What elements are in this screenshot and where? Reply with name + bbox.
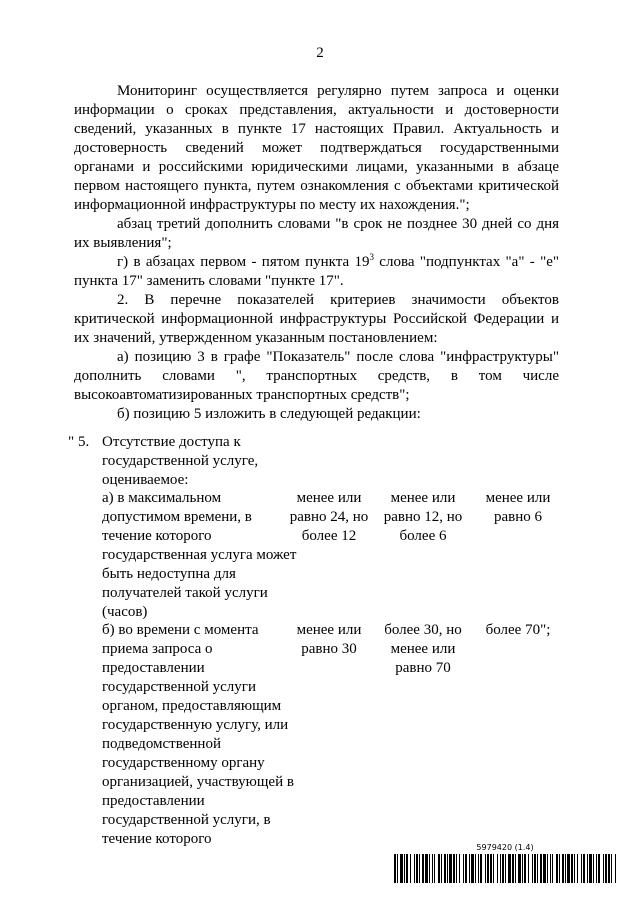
document-body (74, 82, 559, 424)
barcode-bar (589, 854, 592, 883)
position-number: 5. (78, 434, 90, 450)
paragraph-b: б) позицию 5 изложить в следующей редакции: (117, 406, 421, 422)
barcode-bar (493, 854, 494, 883)
barcode-bar (419, 854, 420, 883)
barcode-bar (565, 854, 566, 883)
barcode-bar (394, 854, 396, 883)
barcode-bar (459, 854, 460, 883)
barcode-bar (515, 854, 516, 883)
barcode-bar (559, 854, 560, 883)
open-quote: " (68, 434, 75, 450)
barcode-bar (611, 854, 612, 883)
paragraph-2: 2. В перечне показателей критериев значимости объектов критической информационной инфраструктуры Российской Федерации и их значений, утвержденном указанным постановлением: (74, 292, 559, 346)
barcode-bar (550, 854, 551, 883)
paragraph-abzac-tretiy: абзац третий дополнить словами "в срок не позднее 30 дней со дня их выявления"; (74, 216, 559, 251)
barcode-bar (567, 854, 570, 883)
barcode-bar (512, 854, 514, 883)
barcode-bar (434, 854, 435, 883)
barcode-bar (593, 854, 594, 883)
barcode-bar (497, 854, 498, 883)
barcode-bar (500, 854, 501, 883)
paragraph-monitoring: Мониторинг осуществляется регулярно путем запроса и оценки информации о сроках представления, актуальности и достоверности сведений, указанных в пункте 17 настоящих Правил. Актуальность и достоверность сведений может подтверждаться государственными органами и российскими юридическими лицами, указанными в абзаце первом настоящего пункта, путем ознакомления с объектами критической информационной инфраструктуры по месту их нахождения."; (74, 83, 559, 213)
barcode-bar (562, 854, 564, 883)
barcode-bar (528, 854, 529, 883)
barcode-id: 5979420 (1.4) (476, 843, 534, 852)
row-value-1: менее или равно 30 (296, 622, 362, 657)
barcode-bar (429, 854, 430, 883)
barcode-bar (475, 854, 476, 883)
page-number: 2 (316, 45, 324, 61)
barcode-bar (404, 854, 405, 883)
barcode-bar (502, 854, 504, 883)
barcode-bar (438, 854, 440, 883)
barcode-bar (583, 854, 585, 883)
barcode-bar (453, 854, 455, 883)
table-heading: Отсутствие доступа к государственной услуге, оцениваемое: (102, 434, 259, 488)
barcode-bar (532, 854, 533, 883)
row-value-2: менее или равно 12, но более 6 (383, 490, 463, 544)
barcode-bar (547, 854, 548, 883)
barcode-bar (552, 854, 553, 883)
barcode-bar (469, 854, 470, 883)
barcode-bar (487, 854, 489, 883)
barcode-bar (465, 854, 467, 883)
barcode-bar (406, 854, 408, 883)
barcode-bar (603, 854, 604, 883)
barcode-bar (471, 854, 474, 883)
barcode-bar (518, 854, 521, 883)
barcode-bar (508, 854, 511, 883)
barcode-bar (397, 854, 398, 883)
barcode-bar (581, 854, 582, 883)
barcode-bar (571, 854, 573, 883)
barcode-bar (432, 854, 433, 883)
barcode-bar (444, 854, 446, 883)
row-value-1: менее или равно 24, но более 12 (289, 490, 369, 544)
paragraph-g-part2: слова "подпунктах "а" - "е" пункта 17" заменить словами "пункте 17". (74, 254, 559, 289)
barcode-bar (416, 854, 418, 883)
barcode-bar (543, 854, 546, 883)
barcode-bar (574, 854, 575, 883)
barcode-bar (456, 854, 457, 883)
barcode-bar (577, 854, 578, 883)
barcode-bar (480, 854, 482, 883)
barcode-bar (485, 854, 486, 883)
barcode-bar (537, 854, 538, 883)
barcode-bar (598, 854, 600, 883)
barcode-bar (425, 854, 428, 883)
barcode-bar (441, 854, 442, 883)
barcode-bar (400, 854, 403, 883)
row-label: а) в максимальном допустимом времени, в течение которого государственная услуга может быть недоступна для получателей такой услуги (часов) (102, 490, 297, 620)
barcode-bars (394, 854, 616, 883)
barcode-bar (478, 854, 479, 883)
paragraph-a: а) позицию 3 в графе "Показатель" после слова "инфраструктуры" дополнить словами ", транспортных средств, в том числе высокоавтоматизированных транспортных средств"; (74, 349, 559, 403)
barcode-bar (596, 854, 597, 883)
barcode-bar (449, 854, 452, 883)
barcode-bar (490, 854, 492, 883)
barcode-bar (447, 854, 448, 883)
barcode-bar (615, 854, 616, 883)
barcode-bar (534, 854, 536, 883)
row-label: б) во времени с момента приема запроса о предоставлении государственной услуги органом, предоставляющим государственную услугу, или подведомственной государственному органу организацией, участвующей в предоставлении государственной услуги, в течение которого (102, 622, 294, 847)
barcode-bar (410, 854, 411, 883)
barcode-bar (605, 854, 607, 883)
barcode-bar (505, 854, 506, 883)
row-value-2: более 30, но менее или равно 70 (384, 622, 462, 676)
barcode-bar (524, 854, 526, 883)
document-barcode (394, 843, 616, 883)
barcode-bar (422, 854, 424, 883)
barcode-bar (540, 854, 542, 883)
paragraph-g (74, 253, 559, 291)
barcode-bar (463, 854, 464, 883)
paragraph-g-part1: г) в абзацах первом - пятом пункта 19 (117, 254, 370, 270)
barcode-bar (414, 854, 415, 883)
barcode-bar (608, 854, 610, 883)
barcode-bar (522, 854, 523, 883)
row-value-3: менее или равно 6 (485, 490, 551, 525)
barcode-bar (587, 854, 588, 883)
barcode-bar (556, 854, 558, 883)
paragraph-g-superscript: 3 (369, 252, 374, 262)
row-value-3: более 70"; (485, 622, 551, 638)
